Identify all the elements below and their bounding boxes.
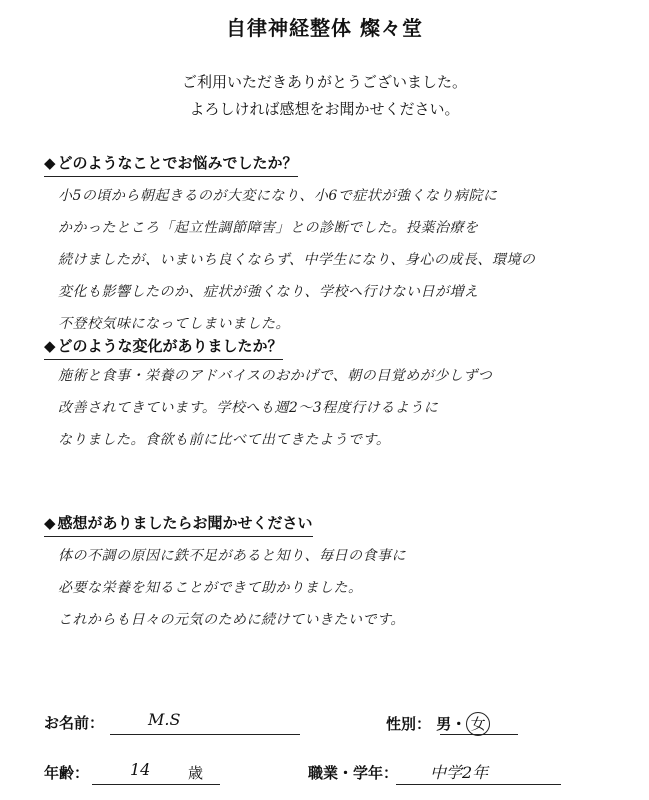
question-2-heading	[44, 335, 283, 360]
gender-male: 男	[436, 715, 452, 733]
question-3-text: 感想がありましたらお聞かせください	[57, 514, 313, 532]
job-value: 中学2年	[430, 763, 489, 782]
gender-field	[386, 712, 490, 736]
answer-3-line: 体の不調の原因に鉄不足があると知り、毎日の食事に	[58, 548, 406, 564]
question-1-heading	[44, 152, 298, 177]
gender-female-circled: 女	[466, 712, 490, 736]
intro-line-2: よろしければ感想をお聞かせください。	[189, 100, 460, 118]
answer-1-line: 続けましたが、いまいち良くならず、中学生になり、身心の成長、環境の	[58, 252, 536, 268]
answer-1-line: 不登校気味になってしまいました。	[58, 316, 290, 332]
answer-3	[58, 540, 609, 636]
document-title: 自律神経整体 燦々堂	[226, 16, 423, 40]
answer-2	[58, 360, 609, 456]
diamond-bullet-icon: ◆	[44, 337, 56, 355]
answer-2-line: 改善されてきています。学校へも週2〜3程度行けるように	[58, 400, 439, 416]
diamond-bullet-icon: ◆	[44, 154, 56, 172]
gender-underline	[440, 734, 518, 735]
gender-separator: ・	[451, 715, 467, 733]
name-label: お名前：	[44, 714, 105, 732]
job-label: 職業・学年：	[308, 764, 399, 782]
question-2-text: どのような変化がありましたか？	[57, 337, 283, 355]
diamond-bullet-icon: ◆	[44, 514, 56, 532]
answer-2-line: 施術と食事・栄養のアドバイスのおかげで、朝の目覚めが少しずつ	[58, 368, 493, 384]
name-value: M.S	[148, 710, 181, 729]
answer-3-line: 必要な栄養を知ることができて助かりました。	[58, 580, 363, 596]
age-label: 年齢：	[44, 764, 90, 782]
gender-label: 性別：	[386, 715, 432, 733]
question-3-heading	[44, 512, 313, 537]
intro-text	[0, 69, 649, 123]
intro-line-1: ご利用いただきありがとうございました。	[181, 73, 467, 91]
age-unit: 歳	[188, 764, 204, 782]
answer-1-line: 変化も影響したのか、症状が強くなり、学校へ行けない日が増え	[58, 284, 479, 300]
age-value: 14	[130, 760, 151, 779]
age-underline	[92, 784, 220, 785]
name-underline	[110, 734, 300, 735]
answer-3-line: これからも日々の元気のために続けていきたいです。	[58, 612, 405, 628]
answer-1-line: 小5の頃から朝起きるのが大変になり、小6で症状が強くなり病院に	[58, 188, 498, 204]
answer-1	[58, 180, 609, 340]
question-1-text: どのようなことでお悩みでしたか？	[57, 154, 298, 172]
job-underline	[396, 784, 561, 785]
answer-1-line: かかったところ「起立性調節障害」との診断でした。投薬治療を	[58, 220, 479, 236]
answer-2-line: なりました。食欲も前に比べて出てきたようです。	[58, 432, 391, 448]
